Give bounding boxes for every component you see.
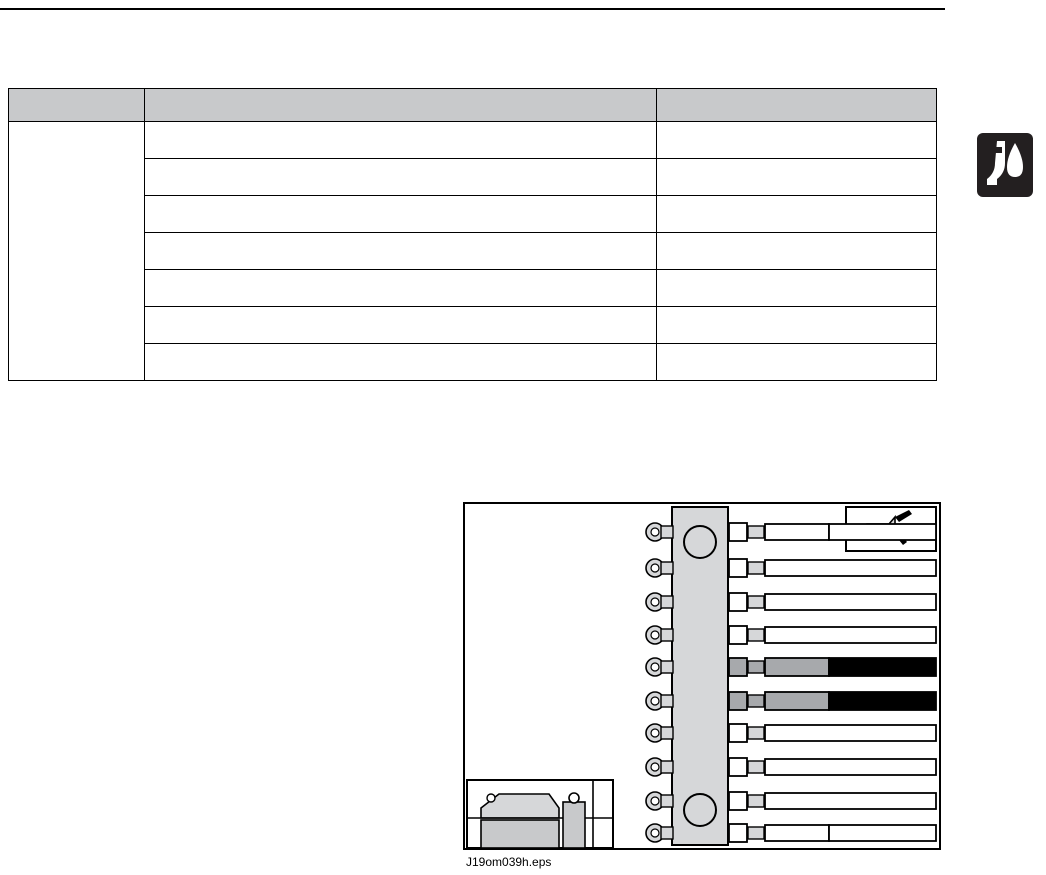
row-value [657,196,937,233]
row-value [657,270,937,307]
grease-bank-diagram [463,502,941,850]
technical-illustration [463,502,941,850]
manifold-bolt-bottom [684,794,716,826]
row-item [145,159,657,196]
table-row [9,270,937,307]
column-header-value [657,89,937,122]
row-item [145,344,657,381]
table-row [9,159,937,196]
row-value [657,233,937,270]
manifold-bolt-top [684,526,716,558]
lubrication-grease-icon [977,133,1033,197]
component-detail-inset [467,780,613,848]
figure-caption: J19om039h.eps [466,855,552,869]
table-header-row [9,89,937,122]
table-row [9,344,937,381]
table-header [9,89,937,122]
page-top-rule [0,8,945,10]
row-value [657,159,937,196]
row-item [145,122,657,159]
column-header-group [9,89,145,122]
table-row [9,233,937,270]
group-label-2 [9,307,145,381]
table-row [9,307,937,344]
group-label-1 [9,122,145,307]
table-row [9,122,937,159]
row-item [145,307,657,344]
row-value [657,122,937,159]
row-item [145,233,657,270]
row-value [657,344,937,381]
table-body [9,122,937,381]
specification-table [8,88,937,381]
row-item [145,270,657,307]
table-row [9,196,937,233]
column-header-item [145,89,657,122]
row-value [657,307,937,344]
row-item [145,196,657,233]
